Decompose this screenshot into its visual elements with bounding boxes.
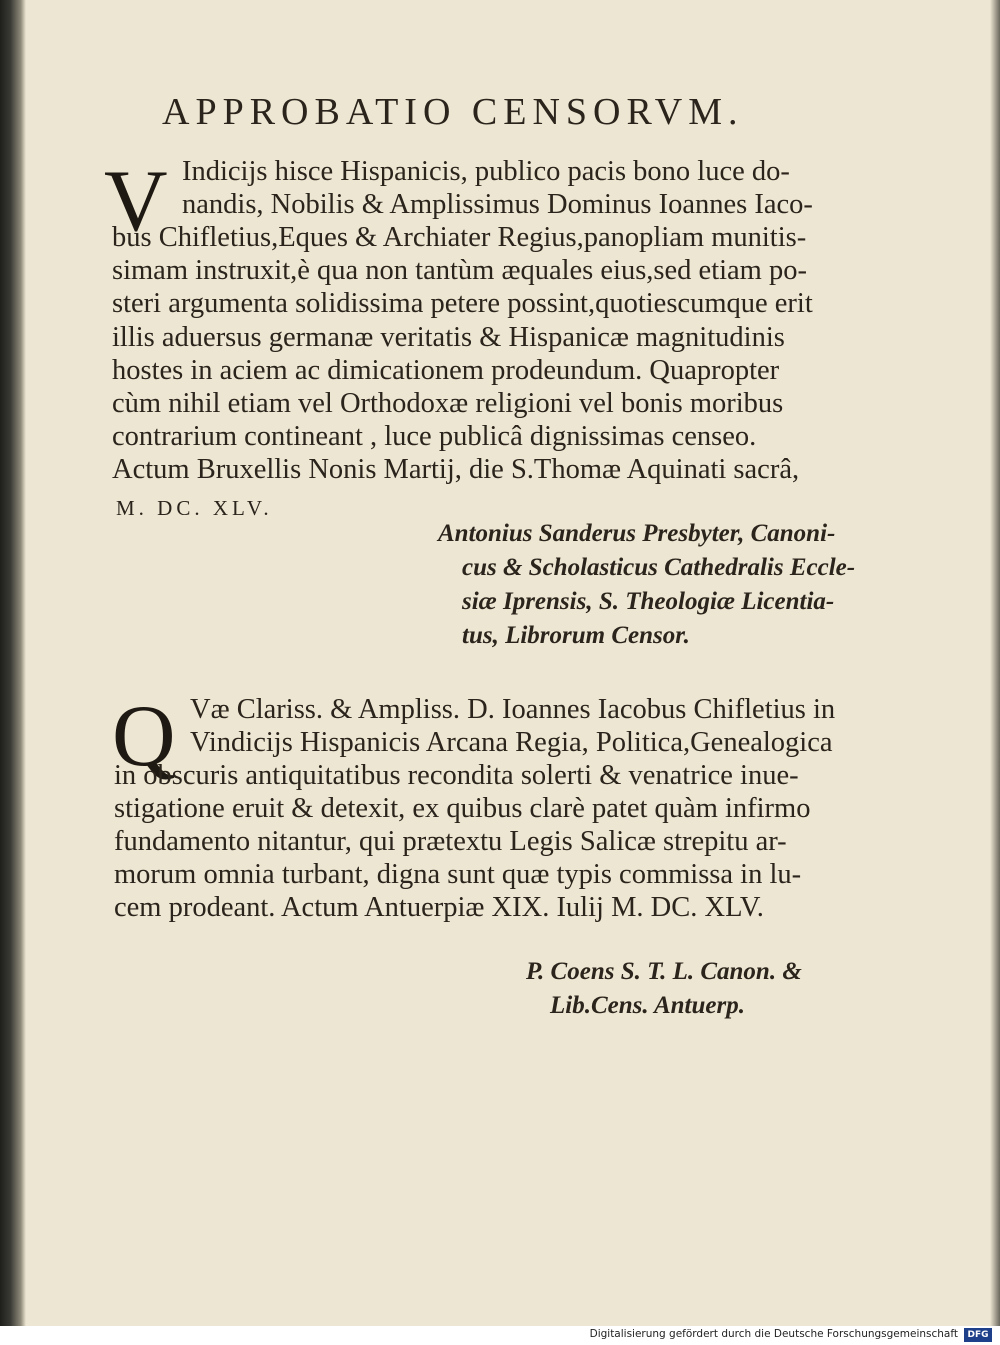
approbation1-line-3: bus Chifletius,Eques & Archiater Regius,panopliam munitis- — [112, 222, 807, 253]
approbation1-signature-line-2: cus & Scholasticus Cathedralis Eccle- — [462, 554, 856, 581]
approbation1-line-2: nandis, Nobilis & Amplissimus Dominus Ioannes Iaco- — [182, 189, 813, 220]
approbation1-line-1: Indicijs hisce Hispanicis, publico pacis bono luce do- — [182, 156, 790, 187]
approbation1-line-10: Actum Bruxellis Nonis Martij, die S.Thomæ Aquinati sacrâ, — [112, 454, 800, 485]
approbation2-line-1: Væ Clariss. & Ampliss. D. Ioannes Iacobus Chifletius in — [190, 694, 836, 725]
approbation2-line-2: Vindicijs Hispanicis Arcana Regia, Politica,Genealogica — [190, 727, 833, 758]
approbation2-line-5: fundamento nitantur, qui prætextu Legis Salicæ strepitu ar- — [114, 826, 787, 857]
approbation1-line-8: cùm nihil etiam vel Orthodoxæ religioni vel bonis moribus — [112, 388, 784, 419]
approbation1-line-4: simam instruxit,è qua non tantùm æquales eius,sed etiam po- — [112, 255, 807, 286]
dropcap-v: V — [104, 153, 168, 250]
approbation1-date: M. DC. XLV. — [116, 496, 273, 520]
dropcap-q: Q — [112, 688, 176, 785]
approbation1-signature-line-3: siæ Iprensis, S. Theologiæ Licentia- — [462, 588, 835, 615]
approbation2-signature-line-2: Lib.Cens. Antuerp. — [550, 992, 745, 1019]
footer-credit: Digitalisierung gefördert durch die Deutsche Forschungsgemeinschaft — [589, 1328, 958, 1340]
approbation1-line-6: illis aduersus germanæ veritatis & Hispanicæ magnitudinis — [112, 322, 785, 353]
approbation1-signature-line-4: tus, Librorum Censor. — [462, 622, 690, 649]
approbation1-line-7: hostes in aciem ac dimicationem prodeundum. Quapropter — [112, 355, 780, 386]
approbation2-signature-line-1: P. Coens S. T. L. Canon. & — [526, 958, 802, 985]
approbation2-line-6: morum omnia turbant, digna sunt quæ typis commissa in lu- — [114, 859, 802, 890]
approbation2-line-3: in obscuris antiquitatibus recondita solerti & venatrice inue- — [114, 760, 799, 791]
approbation1-line-9: contrarium contineant , luce publicâ dignissimas censeo. — [112, 421, 757, 452]
page-heading: APPROBATIO CENSORVM. — [162, 91, 744, 133]
dfg-logo: DFG — [964, 1328, 992, 1342]
approbation2-line-7: cem prodeant. Actum Antuerpiæ XIX. Iulij M. DC. XLV. — [114, 892, 764, 923]
approbation1-signature-line-1: Antonius Sanderus Presbyter, Canoni- — [438, 520, 836, 547]
approbation2-line-4: stigatione eruit & detexit, ex quibus clarè patet quàm infirmo — [114, 793, 811, 824]
digitization-footer — [0, 1326, 1000, 1345]
approbation1-line-5: steri argumenta solidissima petere possint,quotiescumque erit — [112, 288, 813, 319]
